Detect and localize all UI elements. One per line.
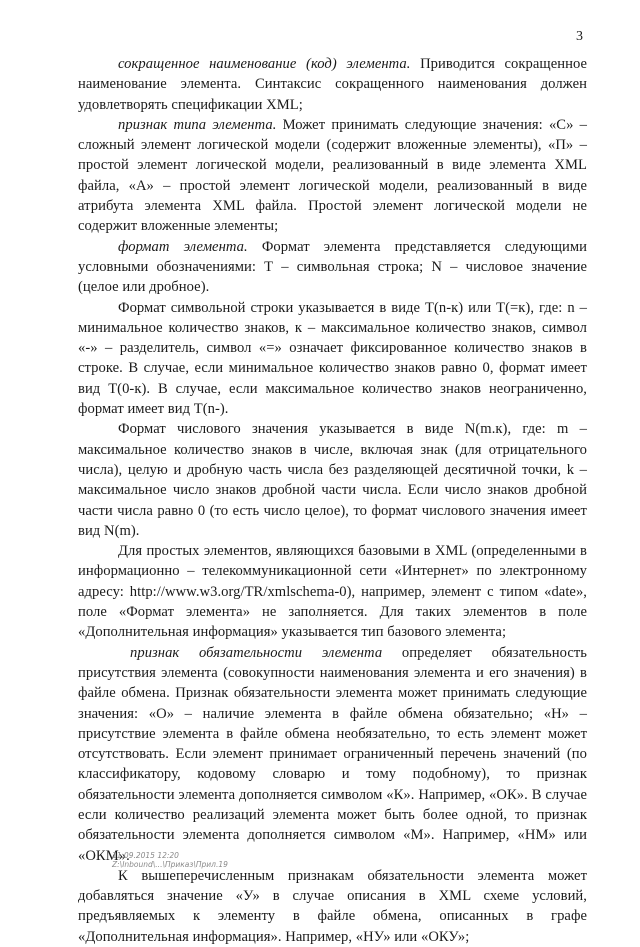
print-footer (112, 851, 228, 869)
paragraph-text: определяет обязательность присутствия элемента (совокупности наименования элемента и его значения) в файле обмена. Признак обязательности элемента может принимать следующие значения: «О» – наличие элемента в файле обмена обязательно; «Н» – присутствие элемента в файле обмена необязательно, то есть элемент может отсутствовать. Если элемент принимает ограниченный перечень значений (по классификатору, кодовому словарю и тому подобному), то признак обязательности элемента дополняется символом «К». Например, «ОК». В случае если количество реализаций элемента может быть более одной, то признак обязательности элемента дополняется символом «М». Например, «НМ» или «ОКМ». (78, 644, 587, 864)
paragraph (78, 298, 587, 420)
term-label: признак обязательности элемента (130, 644, 383, 661)
paragraph (78, 54, 587, 115)
paragraph-text: Формат символьной строки указывается в виде Т(n-к) или Т(=к), где: n – минимальное количество знаков, к – максимальное количество знаков, символ «-» – разделитель, символ «=» означает фиксированное количество знаков в строке. В случае, если минимальное количество знаков равно 0, формат имеет вид Т(0-к). В случае, если максимальное количество знаков неограниченно, формат имеет вид Т(n-). (78, 299, 587, 418)
paragraph-text: Может принимать следующие значения: «С» – сложный элемент логической модели (содержит вложенные элементы), «П» – простой элемент логической модели, реализованный в виде элемента XML файла, «А» – простой элемент логической модели, реализованный в виде атрибута элемента XML файла. Простой элемент логической модели не содержит вложенные элементы; (78, 116, 587, 235)
term-label: сокращенное наименование (код) элемента. (118, 56, 411, 72)
footer-file-path: Z:\Inbound\...\Приказ\Прил.19 (112, 860, 228, 869)
paragraph (78, 643, 587, 866)
paragraph (78, 866, 587, 947)
term-label: признак типа элемента. (118, 116, 277, 133)
paragraph-text: Для простых элементов, являющихся базовыми в XML (определенными в информационно – телекоммуникационной сети «Интернет» по электронному адресу: http://www.w3.org/TR/xmlschema-0), например, элемент с типом «date», поле «Формат элемента» не заполняется. Для таких элементов в поле «Дополнительная информация» указывается тип базового элемента; (78, 543, 587, 641)
paragraph-text: Приводится сокращенное наименование элемента. Синтаксис сокращенного наименования должен удовлетворять спецификации XML; (78, 56, 587, 113)
paragraph-text: К вышеперечисленным признакам обязательности элемента может добавляться значение «У» в случае описания в XML схеме условий, предъявляемых к элементу в файле обмена, описанных в графе «Дополнительная информация». Например, «НУ» или «ОКУ»; (78, 867, 587, 945)
page-number: 3 (576, 29, 583, 44)
footer-timestamp: 11.09.2015 12:20 (112, 851, 179, 860)
paragraph (78, 237, 587, 298)
paragraph (78, 541, 587, 642)
document-body (78, 54, 587, 947)
term-label: формат элемента. (118, 238, 248, 255)
paragraph-text: Формат числового значения указывается в виде N(m.к), где: m – максимальное количество знаков в числе, включая знак (для отрицательного числа), целую и дробную часть числа без разделяющей десятичной точки, k – максимальное число знаков дробной части числа. Если число знаков дробной части числа равно 0 (то есть число целое), то формат числового значения имеет вид N(m). (78, 421, 587, 539)
paragraph-text: Формат элемента представляется следующими условными обозначениями: Т – символьная строка; N – числовое значение (целое или дробное). (78, 238, 587, 296)
paragraph (78, 115, 587, 237)
paragraph (78, 419, 587, 541)
